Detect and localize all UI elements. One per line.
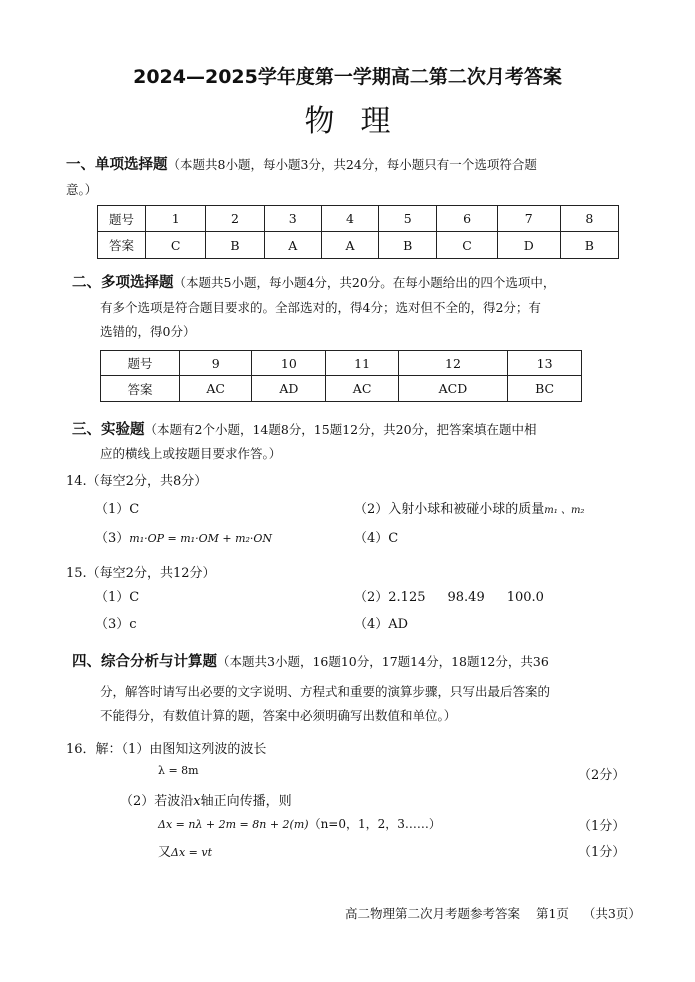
table-row-numbers xyxy=(101,351,582,376)
table-cell: 11 xyxy=(326,351,398,376)
row-label: 题号 xyxy=(101,351,180,376)
table-cell: B xyxy=(560,232,618,259)
table-cell: ACD xyxy=(398,376,507,402)
table-cell: A xyxy=(264,232,321,259)
table-cell: 1 xyxy=(146,206,206,232)
row-label: 题号 xyxy=(98,206,146,232)
section-2-note: （本题共5小题，每小题4分，共20分。在每小题给出的四个选项中， xyxy=(173,275,556,290)
q16-line-3-rest: 轴正向传播，则 xyxy=(200,794,292,809)
table-cell: 3 xyxy=(264,206,321,232)
section-4-heading-line xyxy=(72,650,549,671)
q14-answer-1: （1）C xyxy=(95,502,140,517)
table-cell: B xyxy=(379,232,437,259)
table-cell: AC xyxy=(180,376,252,402)
table-cell: BC xyxy=(508,376,582,402)
section-1-title: 一、单项选择题 xyxy=(66,157,168,173)
table-cell: D xyxy=(497,232,560,259)
section-4-title: 四、综合分析与计算题 xyxy=(72,654,217,670)
q16-line-3-text: （2）若波沿 xyxy=(120,794,194,809)
table-row-numbers xyxy=(98,206,619,232)
section-1-heading-line xyxy=(66,153,537,174)
section-2-note-cont-2: 选错的，得0分） xyxy=(100,324,196,339)
section-2-heading-line xyxy=(72,271,555,292)
answer-table-single xyxy=(97,205,619,259)
section-2-title: 二、多项选择题 xyxy=(72,275,174,291)
section-1-note: （本题共8小题，每小题3分，共24分，每小题只有一个选项符合题 xyxy=(167,157,537,172)
q14-answer-4: （4）C xyxy=(354,531,399,546)
q16-line-3 xyxy=(120,790,292,809)
q14-answer-2-text: （2）入射小球和被碰小球的质量 xyxy=(354,502,545,517)
table-cell: 2 xyxy=(206,206,264,232)
q15-heading: 15.（每空2分，共12分） xyxy=(66,566,216,581)
table-cell: 13 xyxy=(508,351,582,376)
section-2-note-cont-1: 有多个选项是符合题目要求的。全部选对的，得4分；选对但不全的，得2分；有 xyxy=(100,300,541,315)
q14-answer-3-math: m₁·OP = m₁·OM + m₂·ON xyxy=(129,532,273,545)
table-cell: AC xyxy=(326,376,398,402)
table-cell: C xyxy=(437,232,497,259)
q14-answer-2 xyxy=(354,498,584,517)
footer-page-number: 第1页 xyxy=(535,906,569,921)
q16-line-4-math: Δx = nλ + 2m = 8n + 2(m) xyxy=(158,818,309,831)
section-4-note-cont-2: 不能得分，有数值计算的题，答案中必须明确写出数值和单位。） xyxy=(100,708,457,723)
q15-answer-2-v1: （2）2.125 xyxy=(354,590,426,605)
table-cell: 5 xyxy=(379,206,437,232)
table-cell: C xyxy=(146,232,206,259)
q16-line-3-var: x xyxy=(193,794,201,809)
table-cell: A xyxy=(321,232,378,259)
q15-answer-1: （1）C xyxy=(95,590,140,605)
page-footer xyxy=(345,904,641,922)
q14-answer-2-math: m₁ 、m₂ xyxy=(544,505,585,516)
q16-wavelength: λ = 8m xyxy=(158,764,199,777)
q16-line-5 xyxy=(158,841,212,860)
q16-score-1: （2分） xyxy=(578,768,626,783)
table-cell: 12 xyxy=(398,351,507,376)
table-row-answers xyxy=(101,376,582,402)
q15-answer-4: （4）AD xyxy=(354,617,409,632)
table-row-answers xyxy=(98,232,619,259)
q14-answer-3 xyxy=(95,527,272,546)
table-cell: 4 xyxy=(321,206,378,232)
section-3-note: （本题有2个小题，14题8分，15题12分，共20分，把答案填在题中相 xyxy=(144,422,537,437)
section-1-note-cont: 意。） xyxy=(66,182,98,197)
q15-answer-2-v3: 100.0 xyxy=(506,590,544,605)
q16-line-4-cond: （n=0，1，2，3……） xyxy=(308,817,441,831)
q16-score-2: （1分） xyxy=(578,819,626,834)
section-3-note-cont: 应的横线上或按题目要求作答。） xyxy=(100,446,282,461)
answer-table-multiple xyxy=(100,350,582,402)
table-cell: 7 xyxy=(497,206,560,232)
section-4-note-cont-1: 分，解答时请写出必要的文字说明、方程式和重要的演算步骤，只写出最后答案的 xyxy=(100,684,551,699)
q14-heading: 14.（每空2分，共8分） xyxy=(66,474,208,489)
table-cell: 8 xyxy=(560,206,618,232)
section-4-note: （本题共3小题，16题10分，17题14分，18题12分，共36 xyxy=(217,654,549,669)
table-cell: AD xyxy=(252,376,326,402)
q15-answer-2 xyxy=(354,586,544,605)
footer-title: 高二物理第二次月考题参考答案 xyxy=(345,906,521,921)
row-label: 答案 xyxy=(101,376,180,402)
table-cell: 6 xyxy=(437,206,497,232)
q15-answer-3: （3）c xyxy=(95,617,137,632)
q16-score-3: （1分） xyxy=(578,845,626,860)
q14-answer-3-label: （3） xyxy=(95,531,130,546)
table-cell: 9 xyxy=(180,351,252,376)
q16-line-4 xyxy=(158,815,441,832)
subject-title: 物理 xyxy=(304,104,417,139)
table-cell: 10 xyxy=(252,351,326,376)
q16-line-5-math: Δx = vt xyxy=(171,846,213,859)
footer-page-total: （共3页） xyxy=(582,906,641,921)
section-3-heading-line xyxy=(72,418,537,439)
q15-answer-2-v2: 98.49 xyxy=(447,590,485,605)
q16-line-5-prefix: 又 xyxy=(158,845,172,860)
page-title: 2024—2025学年度第一学期高二第二次月考答案 xyxy=(133,66,562,88)
row-label: 答案 xyxy=(98,232,146,259)
q16-line-1: 16．解：（1）由图知这列波的波长 xyxy=(66,742,267,757)
table-cell: B xyxy=(206,232,264,259)
section-3-title: 三、实验题 xyxy=(72,422,145,438)
